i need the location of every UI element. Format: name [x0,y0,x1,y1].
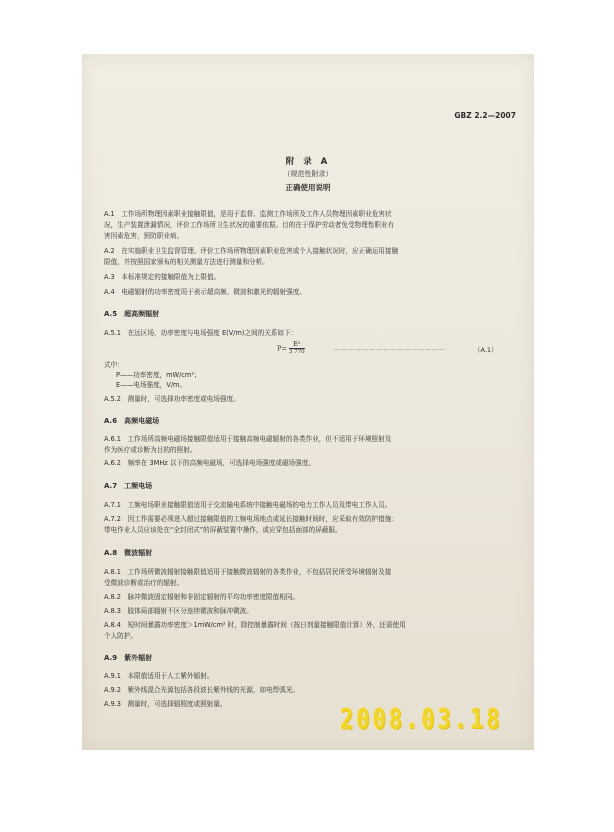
para-a7-2-line2: 带电作业人员应该处在“全封闭式”的屏蔽装置中操作，或应穿包括面部的屏蔽服。 [104,526,342,534]
page-sheet [82,54,534,750]
para-a9-1: A.9.1 本限值适用于人工紫外辐射。 [104,672,214,680]
para-a9-3: A.9.3 测量时，可选择辐照度或照射量。 [104,700,227,708]
document-photo [82,54,534,750]
appendix-subtitle: 正确使用说明 [285,183,331,192]
para-a2-line1: A.2 在实施职业卫生监督管理、评价工作场所物理因素职业危害或个人接触状况时，应正确运用接触 [104,247,399,255]
para-a8-1-line2: 受微波诊断或治疗的辐射。 [104,579,184,587]
para-a8-4-line1: A.8.4 短时间暴露功率密度＞1mW/cm² 时，除控制暴露时间（按日剂量接触限值计算）外，还需使用 [104,621,406,629]
formula-fraction [289,341,305,356]
para-a4: A.4 电磁辐射的功率密度用于表示超高频、微波和激光的辐射强度。 [104,288,306,296]
para-a7-1: A.7.1 工频电场职业接触限值适用于交流输电系统中接触电磁场的电力工作人员及带电工作人员。 [104,501,392,509]
standard-code: GBZ 2.2—2007 [454,111,516,120]
para-a3: A.3 本标准规定的接触限值为上限值。 [104,273,221,281]
para-a1-line2: 况，生产装置泄漏情况，评价工作场所卫生状况的重要依据。目的在于保护劳动者免受物理性职业有 [104,221,395,229]
formula-lhs: P= [277,344,287,353]
formula-leader-dots: ………………………………………… [334,345,446,352]
formula-denominator: 3 770 [288,349,305,355]
appendix-title: 附 录 A [285,157,331,167]
formula-a1 [277,341,305,356]
para-a5-2: A.5.2 测量时，可选择功率密度或电场强度。 [104,395,240,403]
para-a2-line2: 限值，并按照国家颁布的相关测量方法进行测量和分析。 [104,258,269,266]
para-a8-4-line2: 个人防护。 [104,632,137,640]
para-a6-1-line1: A.6.1 工作场所高频电磁场接触限值适用于接触高频电磁辐射的各类作业，但不适用于环境照射及 [104,435,392,443]
section-a8-heading: A.8 微波辐射 [104,549,153,557]
p-definition: P——功率密度，mW/cm²； [116,371,201,379]
formula-number: （A.1） [474,346,498,354]
section-a9-heading: A.9 紫外辐射 [104,654,153,662]
section-a6-heading: A.6 高频电磁场 [104,417,160,425]
para-a6-2: A.6.2 频率在 3MHz 以下的高频电磁场，可选择电场强度或磁场强度。 [104,459,315,467]
e-definition: E——电场强度，V/m。 [116,381,187,389]
para-a8-1-line1: A.8.1 工作场所微波辐射接触限值适用于接触微波辐射的各类作业，不包括居民所受环境辐射及接 [104,568,392,576]
para-a5-1: A.5.1 在远区场，功率密度与电场强度 E(V/m)之间的关系如下： [104,329,298,337]
where-label: 式中： [104,361,124,369]
para-a8-3: A.8.3 肢体局部辐射不区分连续微波和脉冲微波。 [104,607,253,615]
appendix-type: （规范性附录） [283,170,333,178]
date-stamp: 2008.03.18 [340,704,503,736]
para-a7-2-line1: A.7.2 因工作需要必须进入超过接触限值的工频电场地点或延长接触时间时，应采取有效防护措施： [104,515,398,523]
para-a6-1-line2: 作为医疗或诊断为目的的照射。 [104,446,197,454]
para-a1-line1: A.1 工作场所物理因素职业接触限值，是用于监督、监测工作场所及工作人员物理因素职业危害状 [104,210,392,218]
para-a1-line3: 害因素危害，预防职业病。 [104,232,184,240]
para-a9-2: A.9.2 紫外线混合光源包括各段波长紫外线的光源，如电焊弧光。 [104,686,300,694]
para-a8-2: A.8.2 脉冲微波固定辐射和非固定辐射的平均功率密度限值相同。 [104,593,300,601]
section-a5-heading: A.5 超高频辐射 [104,310,160,318]
formula-numerator: E² [289,341,305,349]
section-a7-heading: A.7 工频电场 [104,482,153,490]
